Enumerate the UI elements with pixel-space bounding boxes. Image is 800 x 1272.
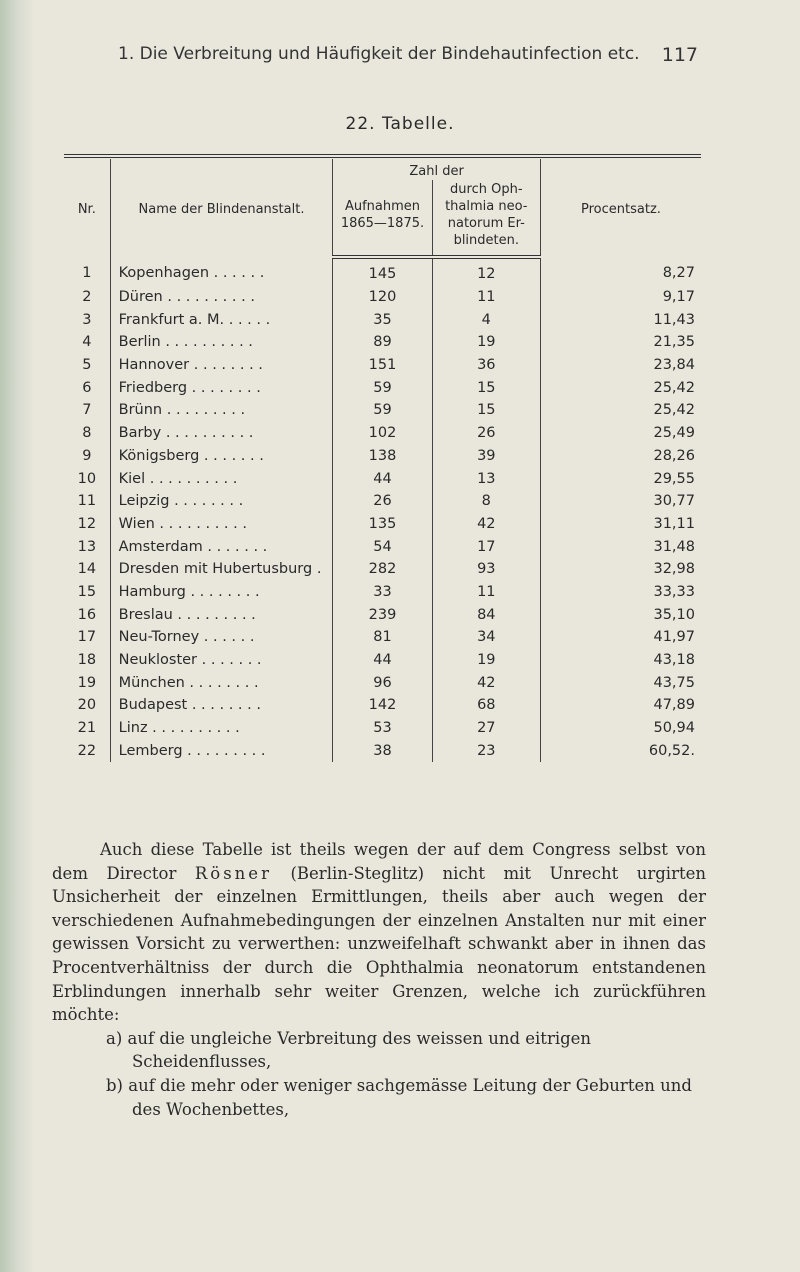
row-nr: 11	[77, 493, 97, 510]
row-name: Amsterdam . . . . . . .	[110, 535, 333, 558]
row-name: Brünn . . . . . . . . .	[110, 399, 333, 422]
row-name: Neukloster . . . . . . .	[110, 649, 333, 672]
row-name: Hannover . . . . . . . .	[110, 354, 333, 377]
row-nr: 21	[77, 720, 97, 737]
row-procentsatz: 28,26	[540, 445, 701, 468]
paragraph-text: Auch diese Tabelle ist theils wegen der auf dem Congress selbst von dem Director	[52, 840, 706, 883]
page-edge	[0, 0, 34, 1272]
row-aufnahmen: 96	[333, 671, 432, 694]
page-number: 117	[661, 44, 698, 66]
list-item-a: a) auf die ungleiche Verbreitung des weissen und eitrigen Scheidenflusses,	[106, 1028, 592, 1072]
row-nr: 12	[77, 515, 97, 532]
table-row	[64, 626, 701, 649]
row-durch: 11	[432, 581, 540, 604]
row-name: Lemberg . . . . . . . . .	[110, 739, 333, 762]
row-procentsatz: 35,10	[540, 603, 701, 626]
table-row	[64, 535, 701, 558]
row-nr: 7	[82, 402, 92, 419]
row-nr: 17	[77, 629, 97, 646]
row-nr: 16	[77, 606, 97, 623]
row-procentsatz: 30,77	[540, 490, 701, 513]
row-nr: 4	[82, 334, 92, 351]
row-durch: 23	[432, 739, 540, 762]
header-name: Name der Blindenanstalt.	[110, 159, 333, 257]
table-row	[64, 694, 701, 717]
row-durch: 93	[432, 558, 540, 581]
row-aufnahmen: 54	[333, 535, 432, 558]
row-name: Frankfurt a. M. . . . . .	[110, 308, 333, 331]
row-nr: 1	[82, 265, 92, 282]
table-row	[64, 422, 701, 445]
row-aufnahmen: 151	[333, 354, 432, 377]
row-nr: 9	[82, 447, 92, 464]
row-name: Friedberg . . . . . . . .	[110, 376, 333, 399]
row-aufnahmen: 44	[333, 649, 432, 672]
table-row	[64, 331, 701, 354]
row-procentsatz: 31,11	[540, 513, 701, 536]
row-procentsatz: 43,18	[540, 649, 701, 672]
row-aufnahmen: 44	[333, 467, 432, 490]
header-zahl-der: Zahl der	[333, 159, 541, 180]
row-name: Neu-Torney . . . . . .	[110, 626, 333, 649]
row-durch: 27	[432, 717, 540, 740]
row-nr: 6	[82, 379, 92, 396]
row-aufnahmen: 120	[333, 286, 432, 309]
row-name: Düren . . . . . . . . . .	[110, 286, 333, 309]
row-procentsatz: 29,55	[540, 467, 701, 490]
row-durch: 84	[432, 603, 540, 626]
row-nr: 19	[77, 674, 97, 691]
header-nr: Nr.	[77, 202, 96, 217]
row-aufnahmen: 102	[333, 422, 432, 445]
row-nr: 18	[77, 652, 97, 669]
row-nr: 22	[77, 742, 97, 759]
row-procentsatz: 41,97	[540, 626, 701, 649]
paragraph-text-cont: (Berlin-Steglitz) nicht mit Unrecht urgirten Unsicherheit der einzelnen Ermittlungen, theils aber auch wegen der verschiedenen Aufnahmebedingungen der einzelnen Anstalten nur mit einer gewissen Vorsicht zu verwerthen: unzweifelhaft schwankt aber in ihnen das Procentverhältniss der durch die Ophthalmia neonatorum entstandenen Erblindungen innerhalb sehr weiter Grenzen, welche ich zurückführen möchte:	[52, 863, 706, 1025]
row-procentsatz: 32,98	[540, 558, 701, 581]
row-durch: 15	[432, 376, 540, 399]
table-row	[64, 558, 701, 581]
row-procentsatz: 50,94	[540, 717, 701, 740]
row-nr: 2	[82, 289, 92, 306]
row-name: Königsberg . . . . . . .	[110, 445, 333, 468]
row-durch: 42	[432, 513, 540, 536]
table-row	[64, 513, 701, 536]
table-row	[64, 286, 701, 309]
row-nr: 8	[82, 425, 92, 442]
row-durch: 8	[432, 490, 540, 513]
row-aufnahmen: 135	[333, 513, 432, 536]
header-aufnahmen: Aufnahmen 1865—1875.	[333, 180, 432, 257]
row-aufnahmen: 282	[333, 558, 432, 581]
row-durch: 34	[432, 626, 540, 649]
row-nr: 3	[82, 311, 92, 328]
row-name: Hamburg . . . . . . . .	[110, 581, 333, 604]
row-aufnahmen: 59	[333, 376, 432, 399]
row-name: Budapest . . . . . . . .	[110, 694, 333, 717]
row-name: Dresden mit Hubertusburg .	[110, 558, 333, 581]
row-procentsatz: 43,75	[540, 671, 701, 694]
table-row	[64, 490, 701, 513]
row-nr: 10	[77, 470, 97, 487]
table-row	[64, 354, 701, 377]
row-nr: 15	[77, 583, 97, 600]
row-nr: 13	[77, 538, 97, 555]
table-row	[64, 739, 701, 762]
table-row	[64, 581, 701, 604]
row-durch: 15	[432, 399, 540, 422]
row-name: Leipzig . . . . . . . .	[110, 490, 333, 513]
row-aufnahmen: 59	[333, 399, 432, 422]
row-name: Kopenhagen . . . . . .	[110, 257, 333, 286]
table-row	[64, 603, 701, 626]
row-nr: 5	[82, 357, 92, 374]
row-procentsatz: 11,43	[540, 308, 701, 331]
row-aufnahmen: 89	[333, 331, 432, 354]
paragraph	[52, 838, 706, 1027]
row-durch: 12	[432, 257, 540, 286]
table-row	[64, 257, 701, 286]
row-procentsatz: 21,35	[540, 331, 701, 354]
row-aufnahmen: 26	[333, 490, 432, 513]
header-durch: durch Oph- thalmia neo- natorum Er- blindeten.	[432, 180, 540, 257]
row-name: Linz . . . . . . . . . .	[110, 717, 333, 740]
row-durch: 36	[432, 354, 540, 377]
row-aufnahmen: 81	[333, 626, 432, 649]
row-procentsatz: 47,89	[540, 694, 701, 717]
row-durch: 19	[432, 331, 540, 354]
author-name: Rösner	[194, 863, 272, 883]
row-aufnahmen: 239	[333, 603, 432, 626]
row-durch: 13	[432, 467, 540, 490]
row-aufnahmen: 142	[333, 694, 432, 717]
row-durch: 42	[432, 671, 540, 694]
row-name: Wien . . . . . . . . . .	[110, 513, 333, 536]
row-procentsatz: 33,33	[540, 581, 701, 604]
row-procentsatz: 9,17	[540, 286, 701, 309]
row-durch: 39	[432, 445, 540, 468]
table-row	[64, 649, 701, 672]
row-procentsatz: 31,48	[540, 535, 701, 558]
row-procentsatz: 25,42	[540, 376, 701, 399]
row-aufnahmen: 53	[333, 717, 432, 740]
row-aufnahmen: 138	[333, 445, 432, 468]
table-row	[64, 467, 701, 490]
row-durch: 68	[432, 694, 540, 717]
reason-list	[52, 1027, 706, 1121]
row-name: Breslau . . . . . . . . .	[110, 603, 333, 626]
row-procentsatz: 25,49	[540, 422, 701, 445]
row-durch: 19	[432, 649, 540, 672]
list-item-b: b) auf die mehr oder weniger sachgemässe Leitung der Geburten und des Wochenbettes,	[106, 1075, 692, 1119]
table-title: 22. Tabelle.	[345, 114, 455, 134]
row-durch: 4	[432, 308, 540, 331]
header-procentsatz: Procentsatz.	[540, 159, 701, 257]
table-row	[64, 445, 701, 468]
table-row	[64, 671, 701, 694]
row-procentsatz: 8,27	[540, 257, 701, 286]
row-nr: 20	[77, 697, 97, 714]
row-durch: 11	[432, 286, 540, 309]
row-aufnahmen: 145	[333, 257, 432, 286]
row-name: Berlin . . . . . . . . . .	[110, 331, 333, 354]
statistics-table	[64, 154, 701, 762]
row-name: München . . . . . . . .	[110, 671, 333, 694]
row-durch: 26	[432, 422, 540, 445]
row-durch: 17	[432, 535, 540, 558]
row-aufnahmen: 35	[333, 308, 432, 331]
row-procentsatz: 60,52.	[540, 739, 701, 762]
row-procentsatz: 25,42	[540, 399, 701, 422]
row-aufnahmen: 38	[333, 739, 432, 762]
row-aufnahmen: 33	[333, 581, 432, 604]
row-name: Barby . . . . . . . . . .	[110, 422, 333, 445]
table-row	[64, 399, 701, 422]
table-row	[64, 717, 701, 740]
row-procentsatz: 23,84	[540, 354, 701, 377]
row-name: Kiel . . . . . . . . . .	[110, 467, 333, 490]
body-text	[52, 838, 706, 1121]
row-nr: 14	[77, 561, 97, 578]
running-head-title: 1. Die Verbreitung und Häufigkeit der Bindehautinfection etc.	[118, 44, 640, 64]
table-body	[64, 257, 701, 762]
table-row	[64, 376, 701, 399]
table-row	[64, 308, 701, 331]
